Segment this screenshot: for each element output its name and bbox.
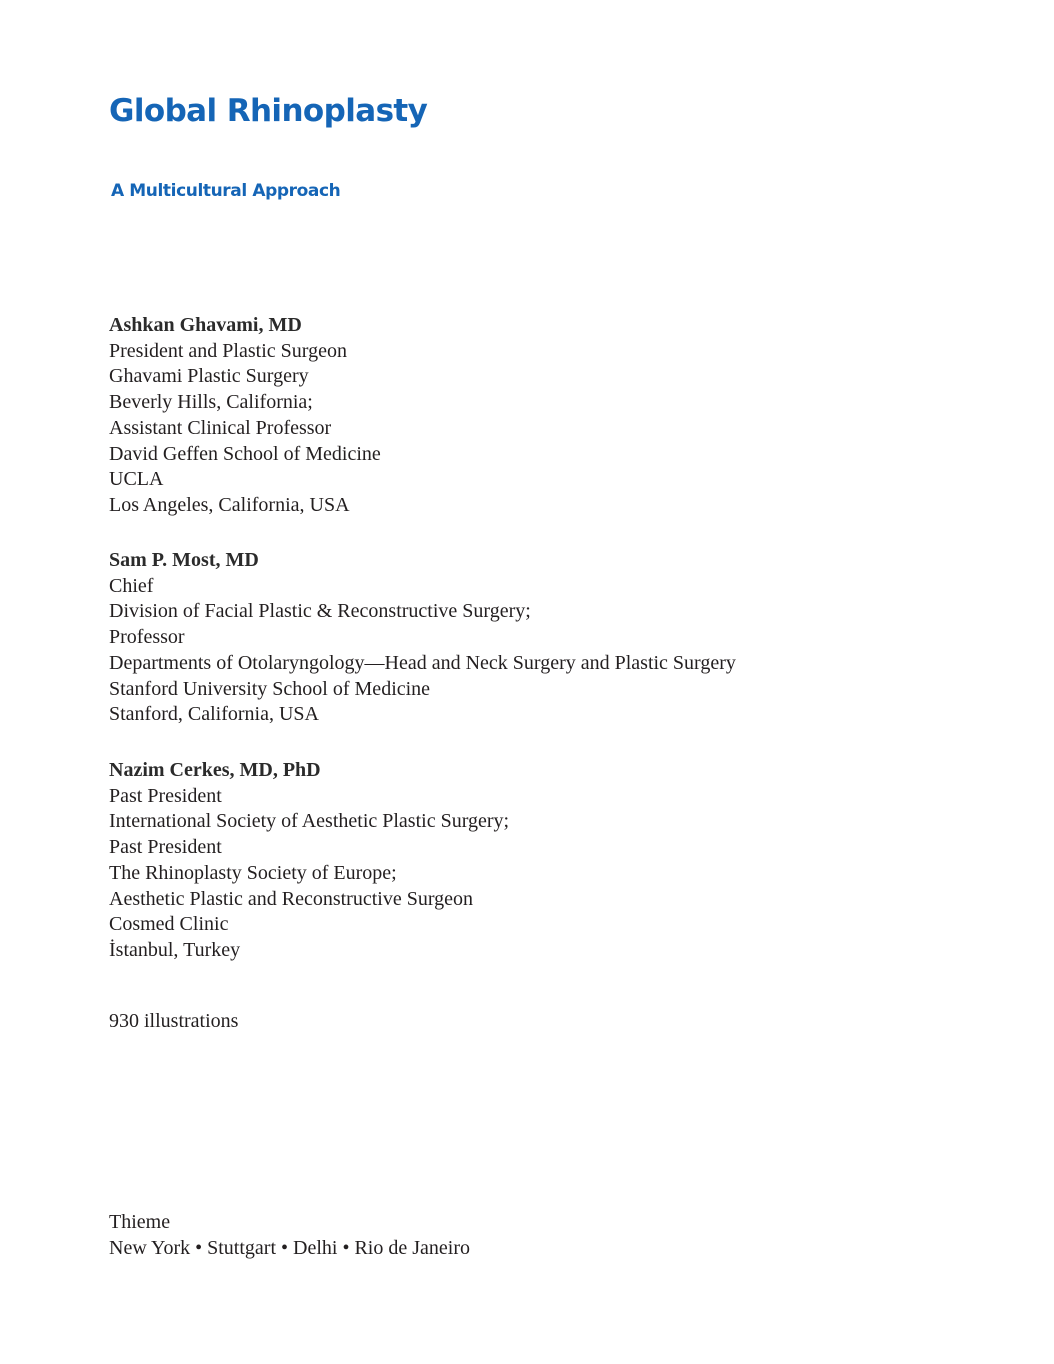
affiliation-line: UCLA: [109, 468, 164, 491]
publisher-name: Thieme: [109, 1211, 171, 1233]
author-block: [109, 758, 509, 964]
author-block: [109, 548, 736, 728]
affiliation-line: Past President: [109, 836, 222, 859]
affiliation-line: Los Angeles, California, USA: [109, 493, 350, 516]
affiliation-line: David Geffen School of Medicine: [109, 442, 381, 465]
affiliation-line: President and Plastic Surgeon: [109, 339, 347, 362]
author-name: Ashkan Ghavami, MD: [109, 314, 302, 336]
book-title: Global Rhinoplasty: [109, 93, 428, 129]
affiliation-line: Ghavami Plastic Surgery: [109, 365, 309, 388]
affiliation-line: Cosmed Clinic: [109, 913, 229, 936]
publisher-block: [109, 1209, 470, 1261]
affiliation-line: Assistant Clinical Professor: [109, 416, 332, 439]
affiliation-line: İstanbul, Turkey: [109, 938, 241, 961]
author-block: [109, 313, 381, 519]
affiliation-line: Division of Facial Plastic & Reconstructive Surgery;: [109, 600, 531, 623]
affiliation-line: Aesthetic Plastic and Reconstructive Surgeon: [109, 887, 473, 910]
affiliation-line: Past President: [109, 784, 222, 807]
affiliation-line: International Society of Aesthetic Plastic Surgery;: [109, 810, 510, 833]
affiliation-line: Stanford, California, USA: [109, 703, 319, 726]
affiliation-line: Beverly Hills, California;: [109, 391, 313, 414]
affiliation-line: Stanford University School of Medicine: [109, 677, 431, 700]
affiliation-line: The Rhinoplasty Society of Europe;: [109, 861, 397, 884]
affiliation-line: Chief: [109, 574, 154, 597]
author-name: Nazim Cerkes, MD, PhD: [109, 759, 321, 781]
affiliation-line: Professor: [109, 626, 185, 649]
illustration-count: 930 illustrations: [109, 1010, 239, 1032]
author-name: Sam P. Most, MD: [109, 549, 259, 571]
affiliation-line: Departments of Otolaryngology—Head and Neck Surgery and Plastic Surgery: [109, 651, 736, 674]
publisher-cities: New York • Stuttgart • Delhi • Rio de Janeiro: [109, 1237, 470, 1259]
book-subtitle: A Multicultural Approach: [111, 181, 341, 201]
